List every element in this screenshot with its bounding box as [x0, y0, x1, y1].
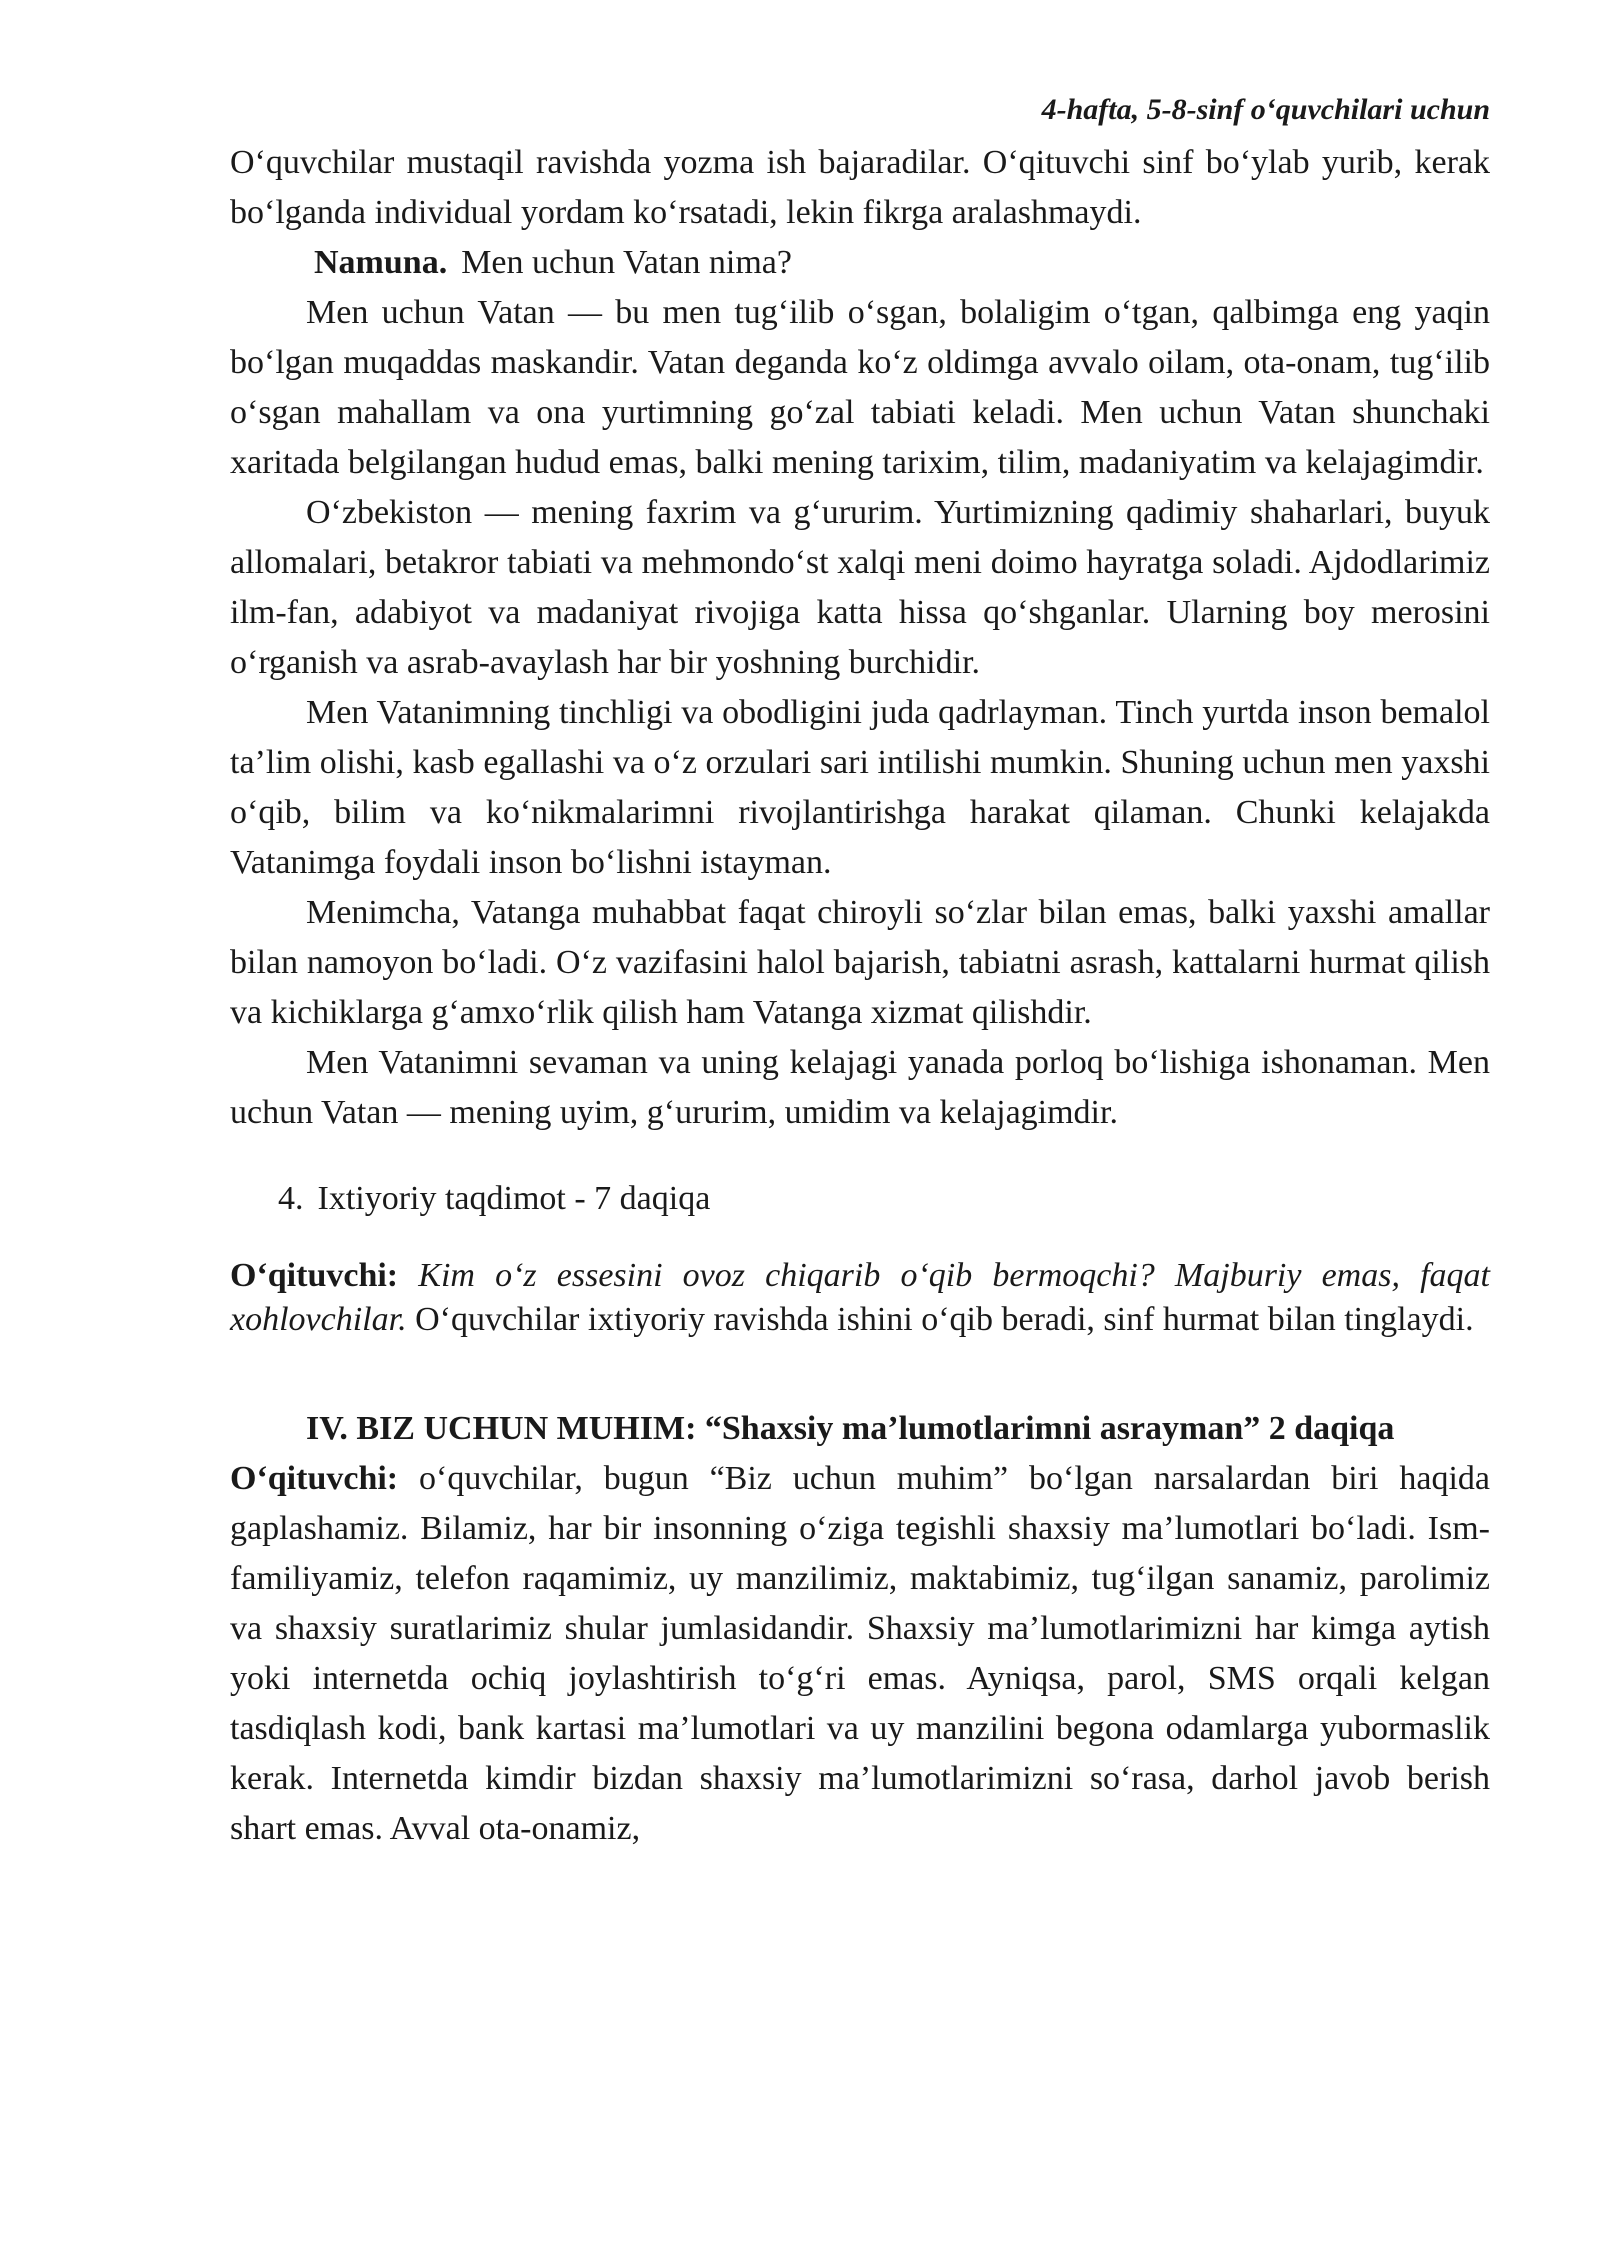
essay-paragraph-2: O‘zbekiston — mening faxrim va g‘ururim. Yurtimizning qadimiy shaharlari, buyuk allomalari, betakror tabiati va mehmondo‘st xalqi meni doimo hayratga soladi. Ajdodlarimiz ilm-fan, adabiyot va madaniyat rivojiga katta hissa qo‘shganlar. Ularning boy merosini o‘rganish va asrab-avaylash har bir yoshning burchidir. — [230, 494, 1490, 681]
essay-paragraph-3: Men Vatanimning tinchligi va obodligini juda qadrlayman. Tinch yurtda inson bemalol ta’lim olishi, kasb egallashi va o‘z orzulari sari intilishi mumkin. Shuning uchun men yaxshi o‘qib, bilim va ko‘nikmalarimni rivojlantirishga harakat qilaman. Chunki kelajakda Vatanimga foydali inson bo‘lishni istayman. — [230, 694, 1490, 881]
intro-paragraph: O‘quvchilar mustaqil ravishda yozma ish bajaradilar. O‘qituvchi sinf bo‘ylab yurib, kerak bo‘lganda individual yordam ko‘rsatadi, lekin fikrga aralashmaydi. — [230, 144, 1490, 231]
step-4-text: Ixtiyoriy taqdimot - 7 daqiqa — [317, 1180, 711, 1217]
teacher-quote-rest: O‘quvchilar ixtiyoriy ravishda ishini o‘qib beradi, sinf hurmat bilan tinglaydi. — [415, 1301, 1474, 1338]
page-header: 4-hafta, 5-8-sinf o‘quvchilari uchun — [1041, 93, 1490, 126]
essay-paragraph-4: Menimcha, Vatanga muhabbat faqat chiroyli so‘zlar bilan emas, balki yaxshi amallar bilan namoyon bo‘ladi. O‘z vazifasini halol bajarish, tabiatni asrash, kattalarni hurmat qilish va kichiklarga g‘amxo‘rlik qilish ham Vatanga xizmat qilishdir. — [230, 894, 1490, 1031]
sample-heading — [230, 238, 1490, 288]
section-iv-text: o‘quvchilar, bugun “Biz uchun muhim” bo‘lgan narsalardan biri haqida gaplashamiz. Bilamiz, har bir insonning o‘ziga tegishli shaxsiy ma’lumotlari bo‘ladi. Ism-familiyamiz, telefon raqamimiz, uy manzilimiz, maktabimiz, tug‘ilgan sanamiz, parolimiz va shaxsiy suratlarimiz shular jumlasidandir. Shaxsiy ma’lumotlarimizni har kimga aytish yoki internetda ochiq joylashtirish to‘g‘ri emas. Ayniqsa, parol, SMS orqali kelgan tasdiqlash kodi, bank kartasi ma’lumotlari va uy manzilini begona odamlarga yubormaslik kerak. Internetda kimdir bizdan shaxsiy ma’lumotlarimizni so‘rasa, darhol javob berish shart emas. Avval ota-onamiz, — [230, 1460, 1491, 1847]
section-iv-paragraph — [230, 1454, 1490, 1854]
essay-paragraph-5: Men Vatanimni sevaman va uning kelajagi yanada porloq bo‘lishiga ishonaman. Men uchun Vatan — mening uyim, g‘ururim, umidim va kelajagimdir. — [230, 1044, 1490, 1131]
step-4-item — [230, 1174, 1490, 1224]
essay-paragraph-1: Men uchun Vatan — bu men tug‘ilib o‘sgan, bolaligim o‘tgan, qalbimga eng yaqin bo‘lgan muqaddas maskandir. Vatan deganda ko‘z oldimga avvalo oilam, ota-onam, tug‘ilib o‘sgan mahallam va ona yurtimning go‘zal tabiati keladi. Men uchun Vatan shunchaki xaritada belgilangan hudud emas, balki mening tarixim, tilim, madaniyatim va kelajagimdir. — [230, 294, 1490, 481]
teacher-quote-paragraph — [230, 1254, 1490, 1342]
teacher-label: O‘qituvchi: — [230, 1257, 399, 1294]
sample-title: Men uchun Vatan nima? — [461, 244, 792, 281]
step-4-number: 4. — [278, 1180, 304, 1217]
section-iv-title: IV. BIZ UCHUN MUHIM: “Shaxsiy ma’lumotlarimni asrayman” 2 daqiqa — [306, 1410, 1395, 1447]
sample-label: Namuna. — [314, 244, 448, 281]
document-page — [230, 90, 1490, 1854]
section-iv-teacher-label: O‘qituvchi: — [230, 1460, 399, 1497]
teacher-question: Kim o‘z essesini ovoz chiqarib o‘qib bermoqchi? Majburiy emas, faqat xohlovchilar. — [230, 1257, 1490, 1338]
